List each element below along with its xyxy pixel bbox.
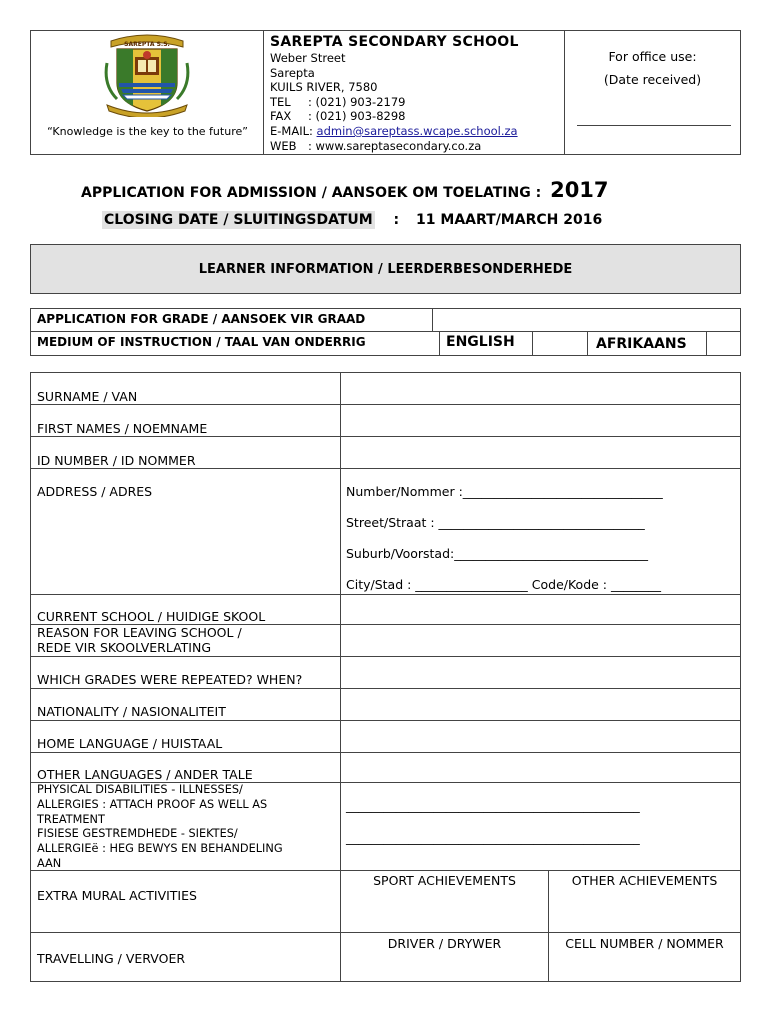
office-use-label: For office use: bbox=[608, 49, 697, 64]
address-number-field[interactable]: Number/Nommer :________________________________ bbox=[346, 484, 663, 499]
driver-input[interactable] bbox=[341, 953, 548, 981]
email-line: E-MAIL: admin@sareptass.wcape.school.za bbox=[270, 123, 518, 138]
address-suburb-field[interactable]: Suburb/Voorstad:_______________________________ bbox=[346, 546, 648, 561]
travelling-label: TRAVELLING / VERVOER bbox=[37, 951, 186, 966]
disabilities-line-1[interactable]: _______________________________________________ bbox=[346, 798, 640, 813]
grade-label-cell: APPLICATION FOR GRADE / AANSOEK VIR GRAAD bbox=[30, 308, 433, 332]
other-achievements-input[interactable] bbox=[549, 890, 740, 932]
first-names-label: FIRST NAMES / NOEMNAME bbox=[37, 421, 208, 436]
disabilities-line-2[interactable]: _______________________________________________ bbox=[346, 830, 640, 845]
first-names-input[interactable] bbox=[341, 405, 740, 436]
english-checkbox[interactable] bbox=[532, 331, 588, 356]
current-school-input[interactable] bbox=[341, 595, 740, 624]
home-language-label: HOME LANGUAGE / HUISTAAL bbox=[37, 736, 223, 751]
surname-label: SURNAME / VAN bbox=[37, 389, 138, 404]
address-line: Weber Street bbox=[270, 51, 346, 65]
current-school-label: CURRENT SCHOOL / HUIDIGE SKOOL bbox=[37, 609, 266, 624]
address-street-field[interactable]: Street/Straat : _________________________________ bbox=[346, 515, 645, 530]
closing-date: CLOSING DATE / SLUITINGSDATUM : 11 MAART/MARCH 2016 bbox=[104, 212, 603, 228]
logo-cell bbox=[31, 31, 264, 154]
other-languages-input[interactable] bbox=[341, 753, 740, 782]
medium-afrikaans: AFRIKAANS bbox=[588, 331, 706, 356]
disabilities-label: PHYSICAL DISABILITIES - ILLNESSES/ ALLERGIES : ATTACH PROOF AS WELL AS TREATMENT FISIESE GESTREMDHEDE - SIEKTES/ ALLERGIEë : HEG BEWYS EN BEHANDELING AAN bbox=[37, 783, 283, 870]
email-link[interactable]: admin@sareptass.wcape.school.za bbox=[316, 123, 518, 138]
application-year: 2017 bbox=[550, 178, 609, 202]
address-line: KUILS RIVER, 7580 bbox=[270, 80, 378, 95]
sport-achievements-input[interactable] bbox=[341, 890, 548, 932]
address-line: Sarepta bbox=[270, 65, 315, 80]
school-motto: “Knowledge is the key to the future” bbox=[47, 125, 248, 138]
grades-repeated-input[interactable] bbox=[341, 657, 740, 688]
cell-number-label: CELL NUMBER / NOMMER bbox=[565, 936, 724, 951]
grade-input[interactable] bbox=[433, 308, 741, 332]
extra-mural-label: EXTRA MURAL ACTIVITIES bbox=[37, 888, 197, 903]
closing-date-value: 11 MAART/MARCH 2016 bbox=[416, 212, 603, 228]
tel-line: TEL : (021) 903-2179 bbox=[270, 94, 406, 109]
school-crest-icon bbox=[103, 33, 191, 117]
nationality-input[interactable] bbox=[341, 689, 740, 720]
office-use-cell bbox=[565, 31, 740, 154]
web-line: WEB : www.sareptasecondary.co.za bbox=[270, 138, 482, 153]
other-languages-label: OTHER LANGUAGES / ANDER TALE bbox=[37, 767, 253, 782]
fax-line: FAX : (021) 903-8298 bbox=[270, 109, 406, 124]
school-name: SAREPTA SECONDARY SCHOOL bbox=[270, 34, 519, 50]
reason-leaving-input[interactable] bbox=[341, 625, 740, 656]
address-city-code-field[interactable]: City/Stad : __________________ Code/Kode : ________ bbox=[346, 577, 661, 592]
svg-text:SAREPTA S.S.: SAREPTA S.S. bbox=[124, 41, 170, 48]
date-received-line[interactable] bbox=[577, 125, 731, 126]
school-header bbox=[30, 30, 741, 155]
home-language-input[interactable] bbox=[341, 721, 740, 752]
sport-achievements-label: SPORT ACHIEVEMENTS bbox=[373, 873, 516, 888]
closing-date-label: CLOSING DATE / SLUITINGSDATUM bbox=[104, 212, 373, 228]
address-label: ADDRESS / ADRES bbox=[37, 484, 153, 499]
application-title: APPLICATION FOR ADMISSION / AANSOEK OM TOELATING : 2017 bbox=[81, 178, 609, 202]
medium-label-cell: MEDIUM OF INSTRUCTION / TAAL VAN ONDERRIG bbox=[30, 331, 440, 356]
cell-number-input[interactable] bbox=[549, 953, 740, 981]
school-contact-info bbox=[264, 31, 565, 154]
reason-leaving-label: REASON FOR LEAVING SCHOOL / REDE VIR SKOOLVERLATING bbox=[37, 625, 242, 655]
grades-repeated-label: WHICH GRADES WERE REPEATED? WHEN? bbox=[37, 672, 303, 687]
other-achievements-label: OTHER ACHIEVEMENTS bbox=[571, 873, 718, 888]
driver-label: DRIVER / DRYWER bbox=[387, 936, 502, 951]
id-number-label: ID NUMBER / ID NOMMER bbox=[37, 453, 196, 468]
learner-info-section: LEARNER INFORMATION / LEERDERBESONDERHEDE bbox=[30, 244, 741, 294]
id-number-input[interactable] bbox=[341, 437, 740, 468]
nationality-label: NATIONALITY / NASIONALITEIT bbox=[37, 704, 226, 719]
surname-input[interactable] bbox=[341, 373, 740, 404]
afrikaans-checkbox[interactable] bbox=[706, 331, 741, 356]
medium-english: ENGLISH bbox=[440, 331, 532, 356]
date-received-label: (Date received) bbox=[603, 72, 702, 87]
